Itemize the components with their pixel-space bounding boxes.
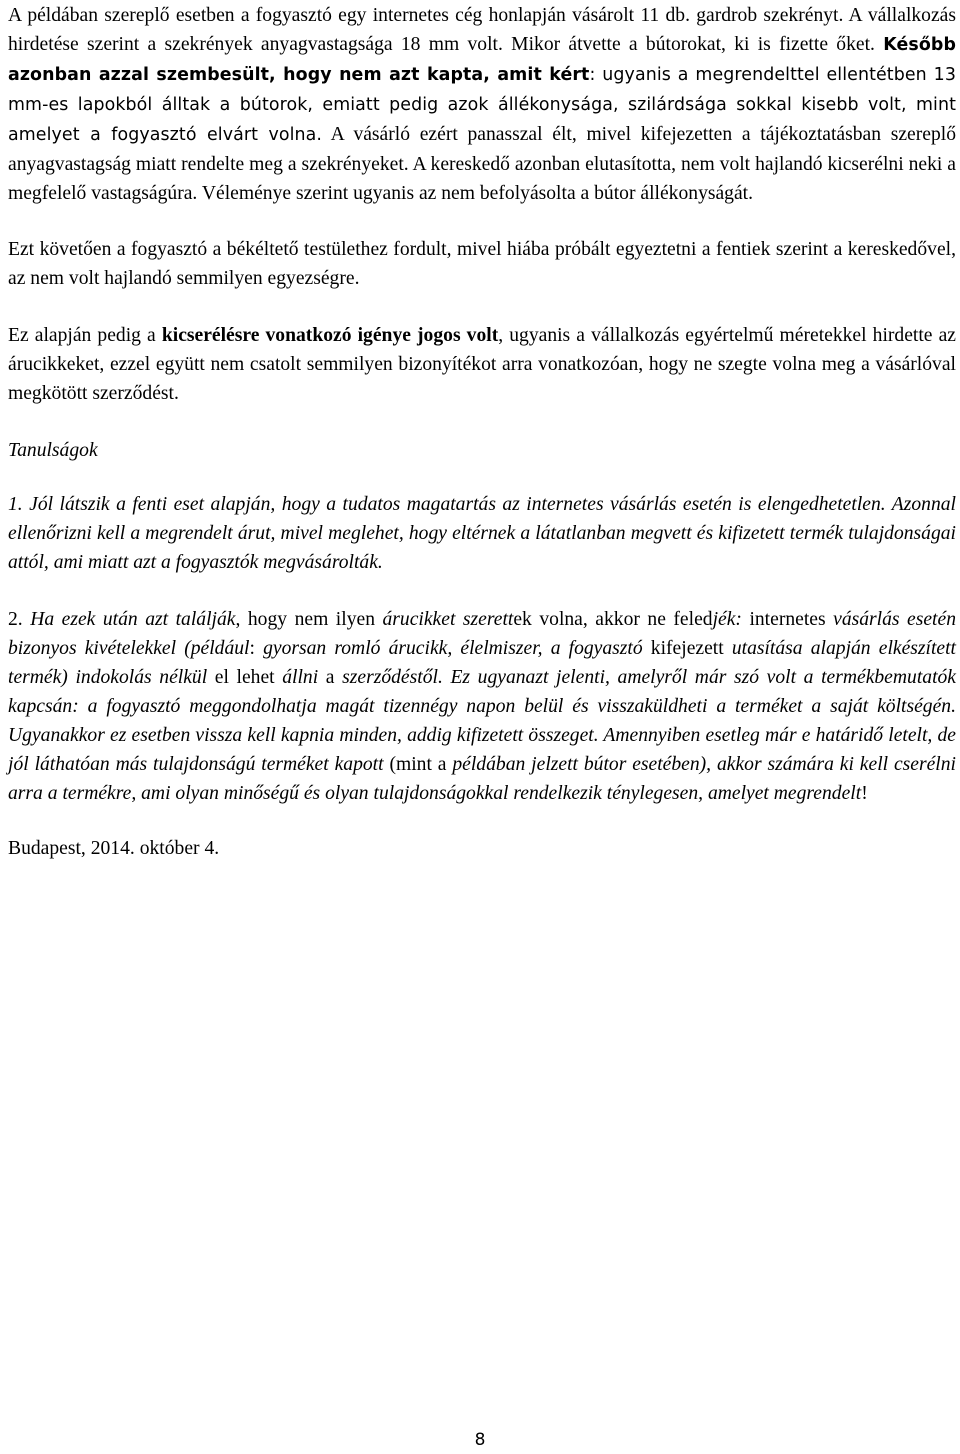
- section-heading-lessons: Tanulságok: [8, 440, 98, 461]
- case-problem-text: : ugyanis a megrendelttel ellentétben 13 mm-es lapokból álltak a bútorok, emiatt pedig azok állékonysága, szilárdsága sokkal kisebb volt, mint amelyet a fogyasztó elvárt volna.: [8, 65, 956, 145]
- lesson-2-part-f: jék:: [712, 609, 750, 630]
- lesson-2-part-r: példában jelzett bútor esetében), akkor számára ki kell cserélni arra a termékre, ami olyan minőségű és olyan tulajdonságokkal rendelkezik ténylegesen, amelyet megrendelt: [8, 754, 956, 804]
- lesson-2-part-s: !: [861, 783, 868, 804]
- decision-reason: , ugyanis a vállalkozás egyértelmű méretekkel hirdette az árucikkeket, ezzel együtt nem csatolt semmilyen bizonyítékot arra vonatkozóan, hogy ne szegte volna meg a vásárlóval megkötött szerződést.: [8, 325, 956, 404]
- case-complaint-text: A vásárló ezért panasszal élt, mivel kifejezetten a tájékoztatásban szereplő anyagvastagság miatt rendelte meg a szekrényeket. A kereskedő azonban elutasította, nem volt hajlandó kicserélni neki a megfelelő vastagságúra. Véleménye szerint ugyanis az nem befolyásolta a bútor állékonyságát.: [8, 124, 956, 204]
- lesson-2-part-d: árucikket szerett: [382, 609, 514, 630]
- paragraph-arbitration: Ezt követően a fogyasztó a békéltető testülethez fordult, mivel hiába próbált egyeztetni a fentiek szerint a kereskedővel, az nem volt hajlandó semmilyen egyezségre.: [8, 239, 956, 289]
- document-page: [8, 0, 956, 863]
- lesson-2-part-j: gyorsan romló árucikk, élelmiszer, a fogyasztó: [263, 638, 643, 659]
- lesson-2-part-l: utasítása alapján elkészített termék) indokolás nélkül: [8, 638, 957, 688]
- lesson-2-part-c: , hogy nem ilyen: [235, 609, 383, 630]
- lesson-2-part-i: :: [249, 638, 264, 659]
- decision-intro: Ez alapján pedig a: [8, 325, 162, 346]
- lesson-2-part-n: állni: [282, 667, 319, 688]
- paragraph-decision: [8, 321, 956, 408]
- page-number: 8: [474, 1430, 486, 1450]
- lesson-2-number: 2.: [8, 609, 31, 630]
- lesson-2-part-h: vásárlás esetén bizonyos kivételekkel (például: [8, 609, 956, 659]
- lesson-2-part-o: a: [318, 667, 343, 688]
- lesson-2-part-g: internetes: [749, 609, 834, 630]
- lesson-2-part-k: kifejezett: [642, 638, 732, 659]
- lesson-1: 1. Jól látszik a fenti eset alapján, hogy a tudatos magatartás az internetes vásárlás esetén is elengedhetetlen. Azonnal ellenőrizni kell a megrendelt árut, mivel meglehet, hogy eltérnek a látatlanban megvett és kifizetett termék tulajdonságai attól, ami miatt azt a fogyasztók megvásárolták.: [8, 494, 956, 573]
- closing-date: Budapest, 2014. október 4.: [8, 838, 220, 859]
- lesson-2-part-m: el lehet: [207, 667, 283, 688]
- case-intro-text: A példában szereplő esetben a fogyasztó egy internetes cég honlapján vásárolt 11 db. gardrob szekrényt. A vállalkozás hirdetése szerint a szekrények anyagvastagsága 18 mm volt. Mikor átvette a bútorokat, ki is fizette őket.: [8, 5, 956, 55]
- decision-bold: kicserélésre vonatkozó igénye jogos volt: [161, 325, 499, 346]
- lesson-2-part-b: Ha ezek után azt találják: [30, 609, 236, 630]
- case-problem-bold: Később azonban azzal szembesült, hogy nem azt kapta, amit kért: [8, 35, 956, 85]
- lesson-2: [8, 605, 956, 808]
- lesson-2-part-e: ek volna, akkor ne feled: [513, 609, 713, 630]
- paragraph-case-description: [8, 1, 956, 208]
- lesson-2-part-q: (mint a: [383, 754, 453, 775]
- lesson-2-part-p: szerződéstől. Ez ugyanazt jelenti, amelyről már szó volt a termékbemutatók kapcsán: a fogyasztó meggondolhatja magát tizennégy napon belül és visszaküldheti a terméket a saját költségén. Ugyanakkor ez esetben vissza kell kapnia minden, addig kifizetett összeget. Amennyiben esetleg már e határidő letelt, de jól láthatóan más tulajdonságú terméket kapott: [8, 667, 957, 775]
